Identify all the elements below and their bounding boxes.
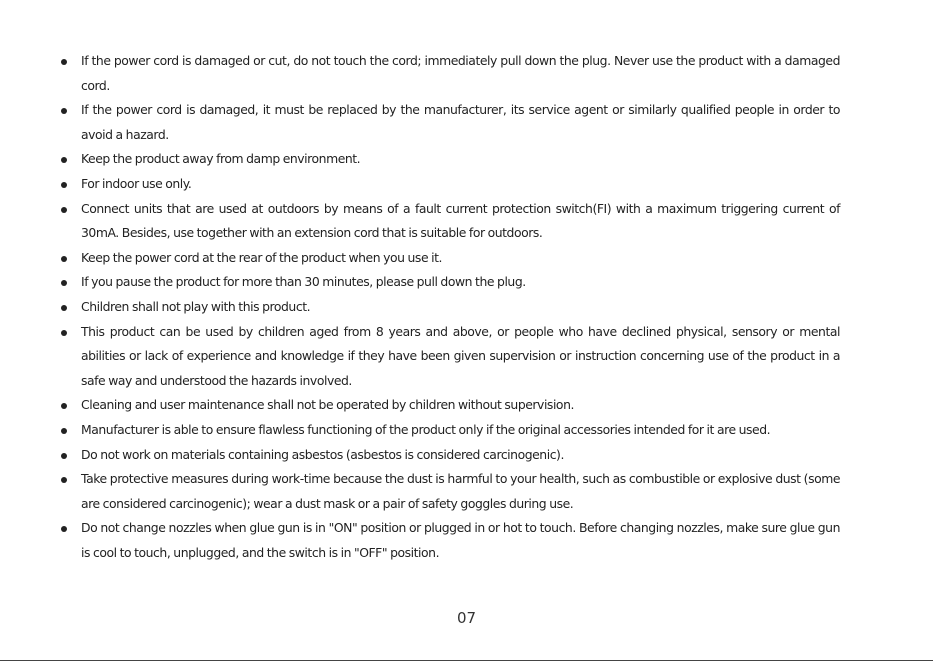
list-item-text: This product can be used by children aged from 8 years and above, or people who have declined physical, sensory or mental abilities or lack of experience and knowledge if they have been given supervision or instruction concerning use of the product in a safe way and understood the hazards involved. <box>81 323 840 388</box>
bullet-icon <box>61 157 67 163</box>
bullet-icon <box>61 305 67 311</box>
bullet-icon <box>61 403 67 409</box>
bullet-icon <box>61 256 67 262</box>
list-item-text: If you pause the product for more than 30 minutes, please pull down the plug. <box>81 274 526 290</box>
list-item <box>60 443 840 468</box>
list-item <box>60 49 840 98</box>
list-item-text: Manufacturer is able to ensure flawless functioning of the product only if the original accessories intended for it are used. <box>81 421 771 437</box>
bullet-icon <box>61 477 67 483</box>
list-item <box>60 393 840 418</box>
list-item-text: Do not change nozzles when glue gun is in "ON" position or plugged in or hot to touch. Before changing nozzles, make sure glue gun is cool to touch, unplugged, and the switch is in "OFF" position. <box>81 520 840 560</box>
list-item-text: Keep the power cord at the rear of the product when you use it. <box>81 249 442 265</box>
list-item <box>60 197 840 246</box>
list-item <box>60 147 840 172</box>
list-item <box>60 246 840 271</box>
list-item <box>60 320 840 394</box>
list-item-text: Cleaning and user maintenance shall not be operated by children without supervision. <box>81 397 574 413</box>
bullet-icon <box>61 207 67 213</box>
list-item <box>60 418 840 443</box>
list-item-text: If the power cord is damaged or cut, do not touch the cord; immediately pull down the plug. Never use the product with a damaged cord. <box>81 53 840 93</box>
list-item-text: Keep the product away from damp environment. <box>81 151 361 167</box>
list-item <box>60 467 840 516</box>
list-item <box>60 98 840 147</box>
list-item-text: Children shall not play with this product. <box>81 298 311 314</box>
safety-instructions-list <box>60 49 840 565</box>
list-item-text: Do not work on materials containing asbestos (asbestos is considered carcinogenic). <box>81 446 564 462</box>
list-item <box>60 270 840 295</box>
bullet-icon <box>61 108 67 114</box>
list-item <box>60 516 840 565</box>
page-number: 07 <box>456 609 477 627</box>
bullet-icon <box>61 59 67 65</box>
list-item <box>60 172 840 197</box>
bullet-icon <box>61 330 67 336</box>
bullet-icon <box>61 182 67 188</box>
bullet-icon <box>61 526 67 532</box>
list-item <box>60 295 840 320</box>
list-item-text: For indoor use only. <box>81 175 192 191</box>
bullet-icon <box>61 280 67 286</box>
list-item-text: Take protective measures during work-time because the dust is harmful to your health, such as combustible or explosive dust (some are considered carcinogenic); wear a dust mask or a pair of safety goggles during use. <box>81 471 840 511</box>
bottom-divider <box>0 660 933 661</box>
list-item-text: If the power cord is damaged, it must be replaced by the manufacturer, its service agent or similarly qualified people in order to avoid a hazard. <box>81 102 840 142</box>
bullet-icon <box>61 428 67 434</box>
list-item-text: Connect units that are used at outdoors by means of a fault current protection switch(FI) with a maximum triggering current of 30mA. Besides, use together with an extension cord that is suitable for outdoors. <box>81 200 840 241</box>
bullet-icon <box>61 453 67 459</box>
